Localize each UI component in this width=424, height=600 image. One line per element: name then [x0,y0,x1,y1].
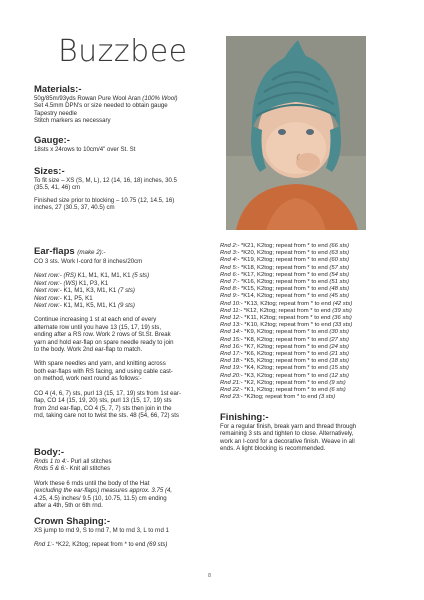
round-row [220,380,410,387]
row-count: (5 sts) [130,272,150,280]
round-label: Rnd 6:- [220,271,240,278]
round-count: (3 sts) [318,394,336,401]
para-line: (excluding the ear-flaps) measures approx. 3.75 (4, [34,487,173,495]
round-instruction: *K13, K2tog; repeat from * to end [242,300,332,307]
round-label: Rnd 16:- [220,343,243,350]
round-row [220,301,410,308]
sizes-line: inches, 27 (30.5, 37, 40.5) cm [34,204,115,212]
round-row [220,358,410,365]
para-line: yarn and hold ear-flap on spare needle ready to join [34,338,174,346]
round-row [220,329,410,336]
baby-illustration [226,36,366,230]
round-instruction: *K5, K2tog; repeat from * to end [242,358,328,365]
round-instruction: *K12, K2tog; repeat from * to end [242,307,331,314]
round-row [220,279,410,286]
round-row [220,322,410,329]
sizes-line: Finished size prior to blocking – 10.75 (12, 14.5, 16) [34,196,175,204]
sizes-text [34,177,224,212]
para-line: ends. A light blocking is recommended. [220,445,326,453]
para-line: remaining 3 sts and tighten to close. Alternatively, [220,430,354,438]
page-number: 8 [208,573,212,579]
round-label: Rnd 14:- [220,329,243,336]
round-label: Rnd 20:- [220,372,243,379]
finishing-section [220,412,410,453]
round-count: (60 sts) [329,257,350,264]
crown-text: XS jump to rnd 9, S to rnd 7, M to rnd 3, L to rnd 1 [34,527,169,534]
round-row [220,351,410,358]
round-count: (63 sts) [329,250,350,257]
earflap-row [34,287,214,294]
earflaps-section [34,246,214,419]
earflap-row [34,280,214,287]
round-count: (33 sts) [332,322,353,329]
earflap-row [34,272,214,279]
earflaps-para3 [34,390,214,420]
round-instruction: *K3, K2tog; repeat from * to end [242,372,328,379]
body-para [34,480,214,510]
round-instruction: *K16, K2tog; repeat from * to end [239,279,328,286]
sizes-heading: Sizes:- [34,166,65,177]
earflaps-para1 [34,316,214,353]
round-count: (27 sts) [329,336,350,343]
round-label: Rnd 21:- [220,379,243,386]
round-instruction: *K18, K2tog; repeat from * to end [239,264,328,271]
round-instruction: *K9, K2tog; repeat from * to end [242,329,328,336]
round-label: Rnd 19:- [220,365,243,372]
finishing-text [220,423,410,453]
round-instruction: *K20, K2tog; repeat from * to end [239,250,328,257]
materials-heading: Materials:- [34,84,82,95]
para-line: For a regular finish, break yarn and thread through [220,423,357,430]
earflaps-heading-text: Ear-flaps [34,246,75,257]
round-label: Rnd 18:- [220,358,243,365]
page-title: Buzzbee [58,34,188,69]
round-row [220,250,410,257]
row-count: (69 sts) [145,541,168,549]
round-label: Rnd 12:- [220,315,243,322]
earflaps-rows [34,272,214,309]
round-count: (6 sts) [329,387,346,394]
materials-note: (100% Wool) [142,95,178,102]
round-label: Rnd 10:- [220,300,243,307]
sizes-section [34,166,224,212]
round-count: (57 sts) [329,264,350,271]
round-instruction: *K7, K2tog; repeat from * to end [242,343,328,350]
baby-photo [226,36,366,230]
materials-line: Set 4.5mm DPN's or size needed to obtain gauge [34,102,168,110]
sizes-line: (35.5, 41, 46) cm [34,184,81,192]
round-count: (45 sts) [329,293,350,300]
para-line: work an I-cord for a decorative finish. Weave in all [220,437,355,445]
earflaps-intro: CO 3 sts. Work I-cord for 8 inches/20cm [34,258,143,265]
round-count: (36 sts) [332,315,352,322]
para-line: alternate row until you have 13 (15, 17, 19) sts, [34,323,162,331]
crown-section [34,516,219,549]
materials-line: 50g/85m/93yds Rowan Pure Wool Aran [34,95,141,102]
row-count: (9 sts) [116,302,135,310]
row-label: Rnd 1:- [34,541,54,549]
para-line: on method, work next round as follows:- [34,375,142,383]
earflaps-note: (make 2):- [77,249,106,256]
body-row [34,458,214,465]
materials-list [34,95,219,125]
round-row [220,286,410,293]
crown-rnd1 [34,541,219,548]
round-label: Rnd 7:- [220,279,240,286]
round-count: (21 sts) [329,351,350,358]
earflaps-para2 [34,360,214,382]
round-label: Rnd 8:- [220,286,240,293]
para-line: to the body. Work 2nd ear-flap to match. [34,346,143,354]
round-count: (66 sts) [329,243,350,249]
para-line: With spare needles and yarn, and knitting across [34,360,166,368]
body-rows [34,458,214,473]
para-line: flap, CO 14 (15, 19, 20) sts, purl 13 (15, 17, 19) sts [34,397,172,405]
round-label: Rnd 17:- [220,351,243,358]
row-instruction: Purl all stitches [68,458,112,465]
round-label: Rnd 15:- [220,336,243,343]
para-line: after a 4th, 5th or 6th rnd. [34,502,103,510]
round-count: (51 sts) [329,279,350,286]
round-count: (24 sts) [329,343,350,350]
round-count: (42 sts) [332,300,353,307]
earflap-row [34,295,214,302]
row-count: (7 sts) [116,287,135,295]
round-instruction: *K6, K2tog; repeat from * to end [242,351,328,358]
para-line: rnd, taking care not to twist the sts. 48 (54, 66, 72) sts [34,411,179,419]
row-instruction: K1, P3, K1 [77,279,109,287]
para-line: both ear-flaps with RS facing, and using cable cast- [34,367,173,375]
round-row [220,394,410,401]
round-instruction: *K8, K2tog; repeat from * to end [242,336,328,343]
round-label: Rnd 4:- [220,257,240,264]
round-count: (39 sts) [332,307,352,314]
round-label: Rnd 11:- [220,307,243,314]
round-label: Rnd 9:- [220,293,240,300]
round-row [220,373,410,380]
round-instruction: *K17, K2tog; repeat from * to end [239,271,328,278]
round-instruction: *K11, K2tog; repeat from * to end [242,315,331,322]
round-row [220,265,410,272]
row-label: Next row:- [34,287,62,295]
materials-line: Stitch markers as necessary [34,117,111,125]
round-instruction: *K10, K2tog; repeat from * to end [242,322,332,329]
round-count: (30 sts) [329,329,350,336]
round-row [220,344,410,351]
rounds-list [220,243,410,401]
row-label: Next row:- (WS) [34,279,78,287]
round-label: Rnd 3:- [220,250,240,257]
row-instruction: K1, M1, K1, M1, K1 [75,272,131,280]
round-label: Rnd 22:- [220,387,243,394]
para-line: Continue increasing 1 st at each end of every [34,316,157,324]
round-label: Rnd 23:- [220,394,243,401]
round-row [220,257,410,264]
row-label: Rnds 1 to 4:- [34,458,69,465]
body-section [34,447,214,509]
para-line: from 2nd ear-flap, CO 4 (5, 7, 7) sts then join in the [34,404,172,412]
earflaps-heading [34,246,214,257]
row-label: Next row:- [34,294,62,302]
row-instruction: K1, M1, K3, M1, K1 [61,287,117,295]
sizes-line: To fit size – XS (S, M, L), 12 (14, 16, 18) inches, 30.5 [34,177,177,184]
para-line: CO 4 (4, 6, 7) sts, purl 13 (15, 17, 19) sts from 1st ear- [34,389,181,397]
round-label: Rnd 13:- [220,322,243,329]
para-line: Work these 6 rnds until the body of the Hat [34,479,150,487]
row-label: Next row:- (RS) [34,272,76,280]
gauge-heading: Gauge:- [34,135,70,146]
round-row [220,365,410,372]
round-instruction: *K2tog; repeat from * to end [242,394,318,401]
body-row [34,465,214,472]
round-row [220,337,410,344]
round-instruction: *K19, K2tog; repeat from * to end [239,257,328,264]
round-row [220,272,410,279]
round-row [220,243,410,250]
row-instruction: Knit all stitches [67,465,111,473]
row-instruction: K1, P5, K1 [61,294,93,302]
body-heading: Body:- [34,447,65,458]
round-row [220,387,410,394]
round-count: (9 sts) [329,379,346,386]
row-label: Rnds 5 & 6:- [34,465,68,473]
para-line: 4.25, 4.5) inches/ 9.5 (10, 10.75, 11.5) cm ending [34,494,167,502]
crown-heading: Crown Shaping:- [34,516,110,527]
round-instruction: *K2, K2tog; repeat from * to end [242,379,328,386]
round-instruction: *K21, K2tog; repeat from * to end [239,243,328,249]
round-row [220,308,410,315]
round-instruction: *K14, K2tog; repeat from * to end [239,293,328,300]
round-row [220,293,410,300]
row-instruction: K1, M1, K5, M1, K1 [61,302,117,310]
round-row [220,315,410,322]
gauge-section [34,135,219,153]
round-count: (12 sts) [329,372,350,379]
finishing-heading: Finishing:- [220,412,269,423]
round-count: (15 sts) [329,365,350,372]
round-instruction: *K15, K2tog; repeat from * to end [239,286,328,293]
earflap-row [34,302,214,309]
para-line: ending after a RS row. Work 2 rows of St.St. Break [34,331,171,339]
round-instruction: *K1, K2tog; repeat from * to end [242,387,328,394]
materials-section [34,84,219,125]
round-count: (48 sts) [329,286,350,293]
round-label: Rnd 5:- [220,264,240,271]
round-label: Rnd 2:- [220,243,240,249]
materials-line: Tapestry needle [34,109,78,117]
round-instruction: *K4, K2tog; repeat from * to end [242,365,328,372]
gauge-text: 18sts x 24rows to 10cm/4" over St. St [34,146,136,153]
round-count: (54 sts) [329,271,350,278]
round-count: (18 sts) [329,358,350,365]
row-instruction: *K22, K2tog; repeat from * to end [53,541,146,549]
row-label: Next row:- [34,302,62,310]
